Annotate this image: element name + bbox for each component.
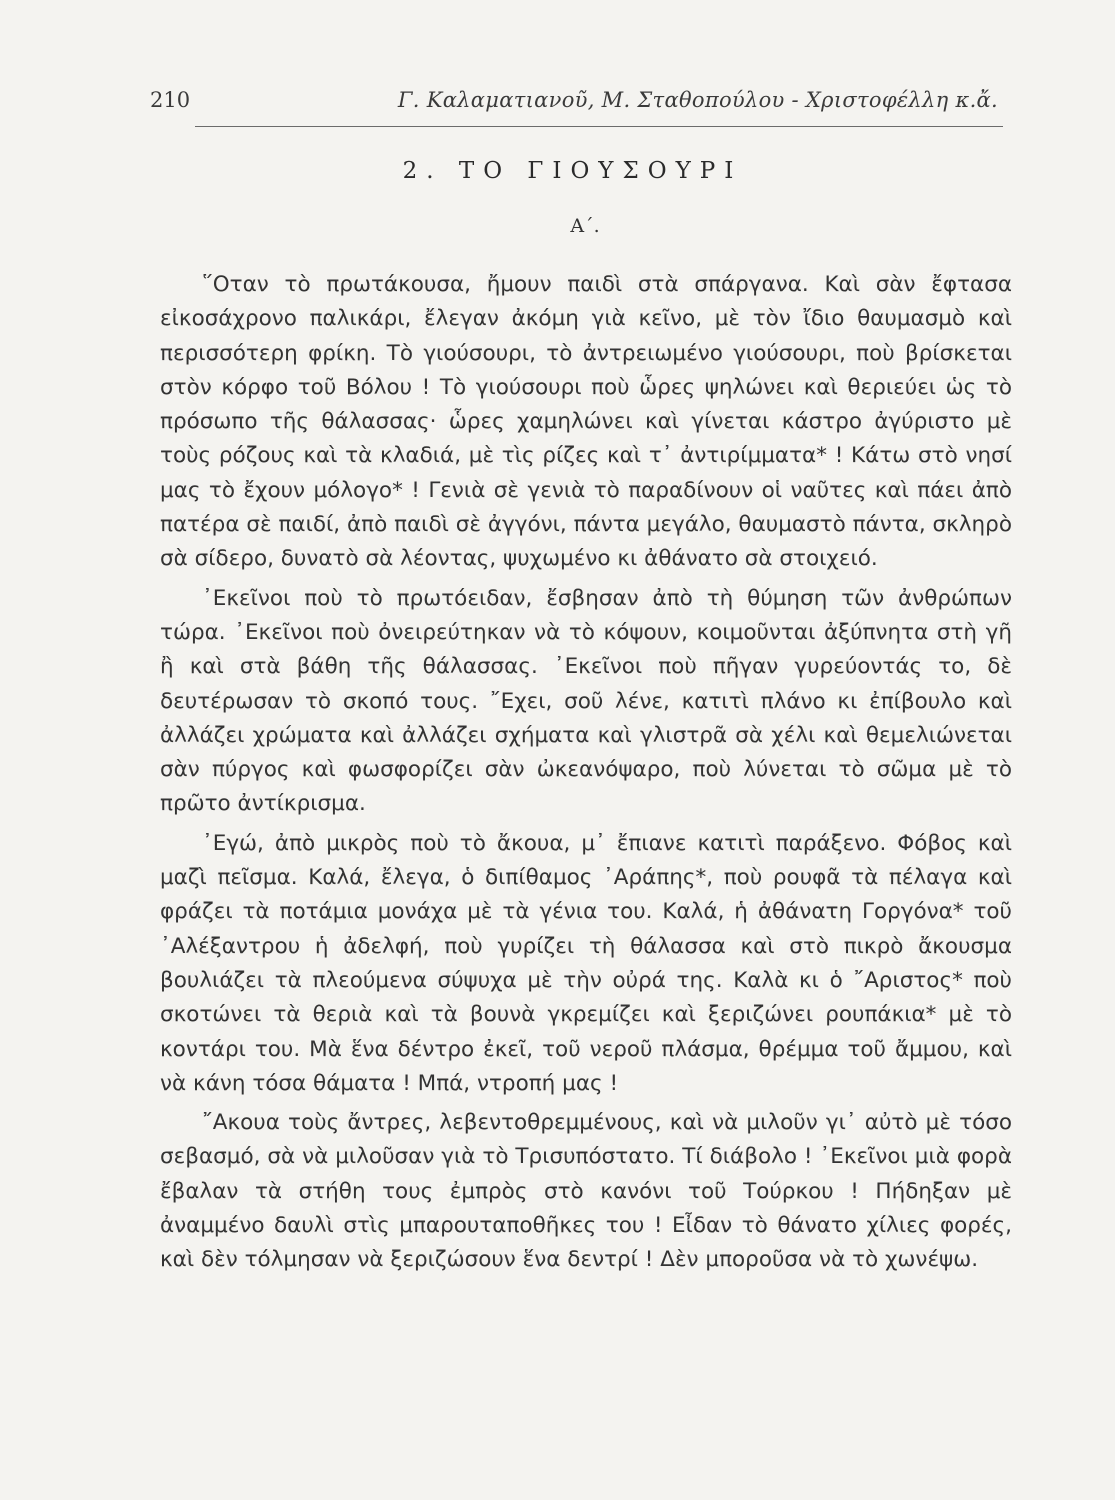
paragraph: ᾿Εκεῖνοι ποὺ τὸ πρωτόειδαν, ἔσβησαν ἀπὸ τὴ θύμηση τῶν ἀνθρώπων τώρα. ᾿Εκεῖνοι ποὺ ὀνειρεύτηκαν νὰ τὸ κόψουν, κοιμοῦνται ἀξύπνητα στὴ γῆ ἢ καὶ στὰ βάθη τῆς θάλασσας. ᾿Εκεῖνοι ποὺ πῆγαν γυρεύοντάς το, δὲ δευτέρωσαν τὸ σκοπό τους. ῎Εχει, σοῦ λένε, κατιτὶ πλάνο κι ἐπίβουλο καὶ ἀλλάζει χρώματα καὶ ἀλλάζει σχήματα καὶ γλιστρᾶ σὰ χέλι καὶ θεμελιώνεται σὰν πύργος καὶ φωσφορίζει σὰν ὠκεανόψαρο, ποὺ λύνεται τὸ σῶμα μὲ τὸ πρῶτο ἀντίκρισμα. [160, 585, 1012, 817]
paragraph: ῎Ακουα τοὺς ἄντρες, λεβεντοθρεμμένους, καὶ νὰ μιλοῦν γι᾿ αὐτὸ μὲ τόσο σεβασμό, σὰ νὰ μιλοῦσαν γιὰ τὸ Τρισυπόστατο. Τί διάβολο ! ᾿Εκεῖνοι μιὰ φορὰ ἔβαλαν τὰ στήθη τους ἐμπρὸς στὸ κανόνι τοῦ Τούρκου ! Πήδηξαν μὲ ἀναμμένο δαυλὶ στὶς μπαρουταποθῆκες του ! Εἶδαν τὸ θάνατο χίλιες φορές, καὶ δὲν τόλμησαν νὰ ξεριζώσουν ἕνα δεντρί ! Δὲν μποροῦσα νὰ τὸ χωνέψω. [160, 1110, 1012, 1273]
running-head [150, 88, 1008, 128]
section-mark: Α΄. [570, 215, 600, 237]
body-text [160, 268, 1012, 1283]
running-title: Γ. Καλαματιανοῦ, Μ. Σταθοπούλου - Χριστοφέλλη κ.ἄ. [397, 88, 998, 112]
paragraph: ᾿Εγώ, ἀπὸ μικρὸς ποὺ τὸ ἄκουα, μ᾿ ἔπιανε κατιτὶ παράξενο. Φόβος καὶ μαζὶ πεῖσμα. Καλά, ἔλεγα, ὁ διπίθαμος ᾿Αράπης*, ποὺ ρουφᾶ τὰ πέλαγα καὶ φράζει τὰ ποτάμια μονάχα μὲ τὰ γένια του. Καλά, ἡ ἀθάνατη Γοργόνα* τοῦ ᾿Αλέξαντρου ἡ ἀδελφή, ποὺ γυρίζει τὴ θάλασσα καὶ στὸ πικρὸ ἄκουσμα βουλιάζει τὰ πλεούμενα σύψυχα μὲ τὴν οὐρά της. Καλὰ κι ὁ ῎Αριστος* ποὺ σκοτώνει τὰ θεριὰ καὶ τὰ βουνὰ γκρεμίζει καὶ ξεριζώνει ρουπάκια* μὲ τὸ κοντάρι του. Μὰ ἕνα δέντρο ἐκεῖ, τοῦ νεροῦ πλάσμα, θρέμμα τοῦ ἄμμου, καὶ νὰ κάνη τόσα θάματα ! Μπά, ντροπή μας ! [160, 830, 1012, 1096]
page-number: 210 [150, 88, 191, 112]
header-rule [195, 126, 1003, 127]
paragraph: ῞Οταν τὸ πρωτάκουσα, ἤμουν παιδὶ στὰ σπάργανα. Καὶ σὰν ἔφτασα εἰκοσάχρονο παλικάρι, ἔλεγαν ἀκόμη γιὰ κεῖνο, μὲ τὸν ἴδιο θαυμασμὸ καὶ περισσότερη φρίκη. Τὸ γιούσουρι, τὸ ἀντρειωμένο γιούσουρι, ποὺ βρίσκεται στὸν κόρφο τοῦ Βόλου ! Τὸ γιούσουρι ποὺ ὧρες ψηλώνει καὶ θεριεύει ὡς τὸ πρόσωπο τῆς θάλασσας· ὧρες χαμηλώνει καὶ γίνεται κάστρο ἀγύριστο μὲ τοὺς ρόζους καὶ τὰ κλαδιά, μὲ τὶς ρίζες καὶ τ᾿ ἀντιρίμματα* ! Κάτω στὸ νησί μας τὸ ἔχουν μόλογο* ! Γενιὰ σὲ γενιὰ τὸ παραδίνουν οἱ ναῦτες καὶ πάει ἀπὸ πατέρα σὲ παιδί, ἀπὸ παιδὶ σὲ ἀγγόνι, πάντα μεγάλο, θαυμαστὸ πάντα, σκληρὸ σὰ σίδερο, δυνατὸ σὰ λέοντας, ψυχωμένο κι ἀθάνατο σὰ στοιχειό. [160, 272, 1012, 572]
chapter-title: 2. ΤΟ ΓΙΟΥΣΟΥΡΙ [402, 158, 743, 184]
